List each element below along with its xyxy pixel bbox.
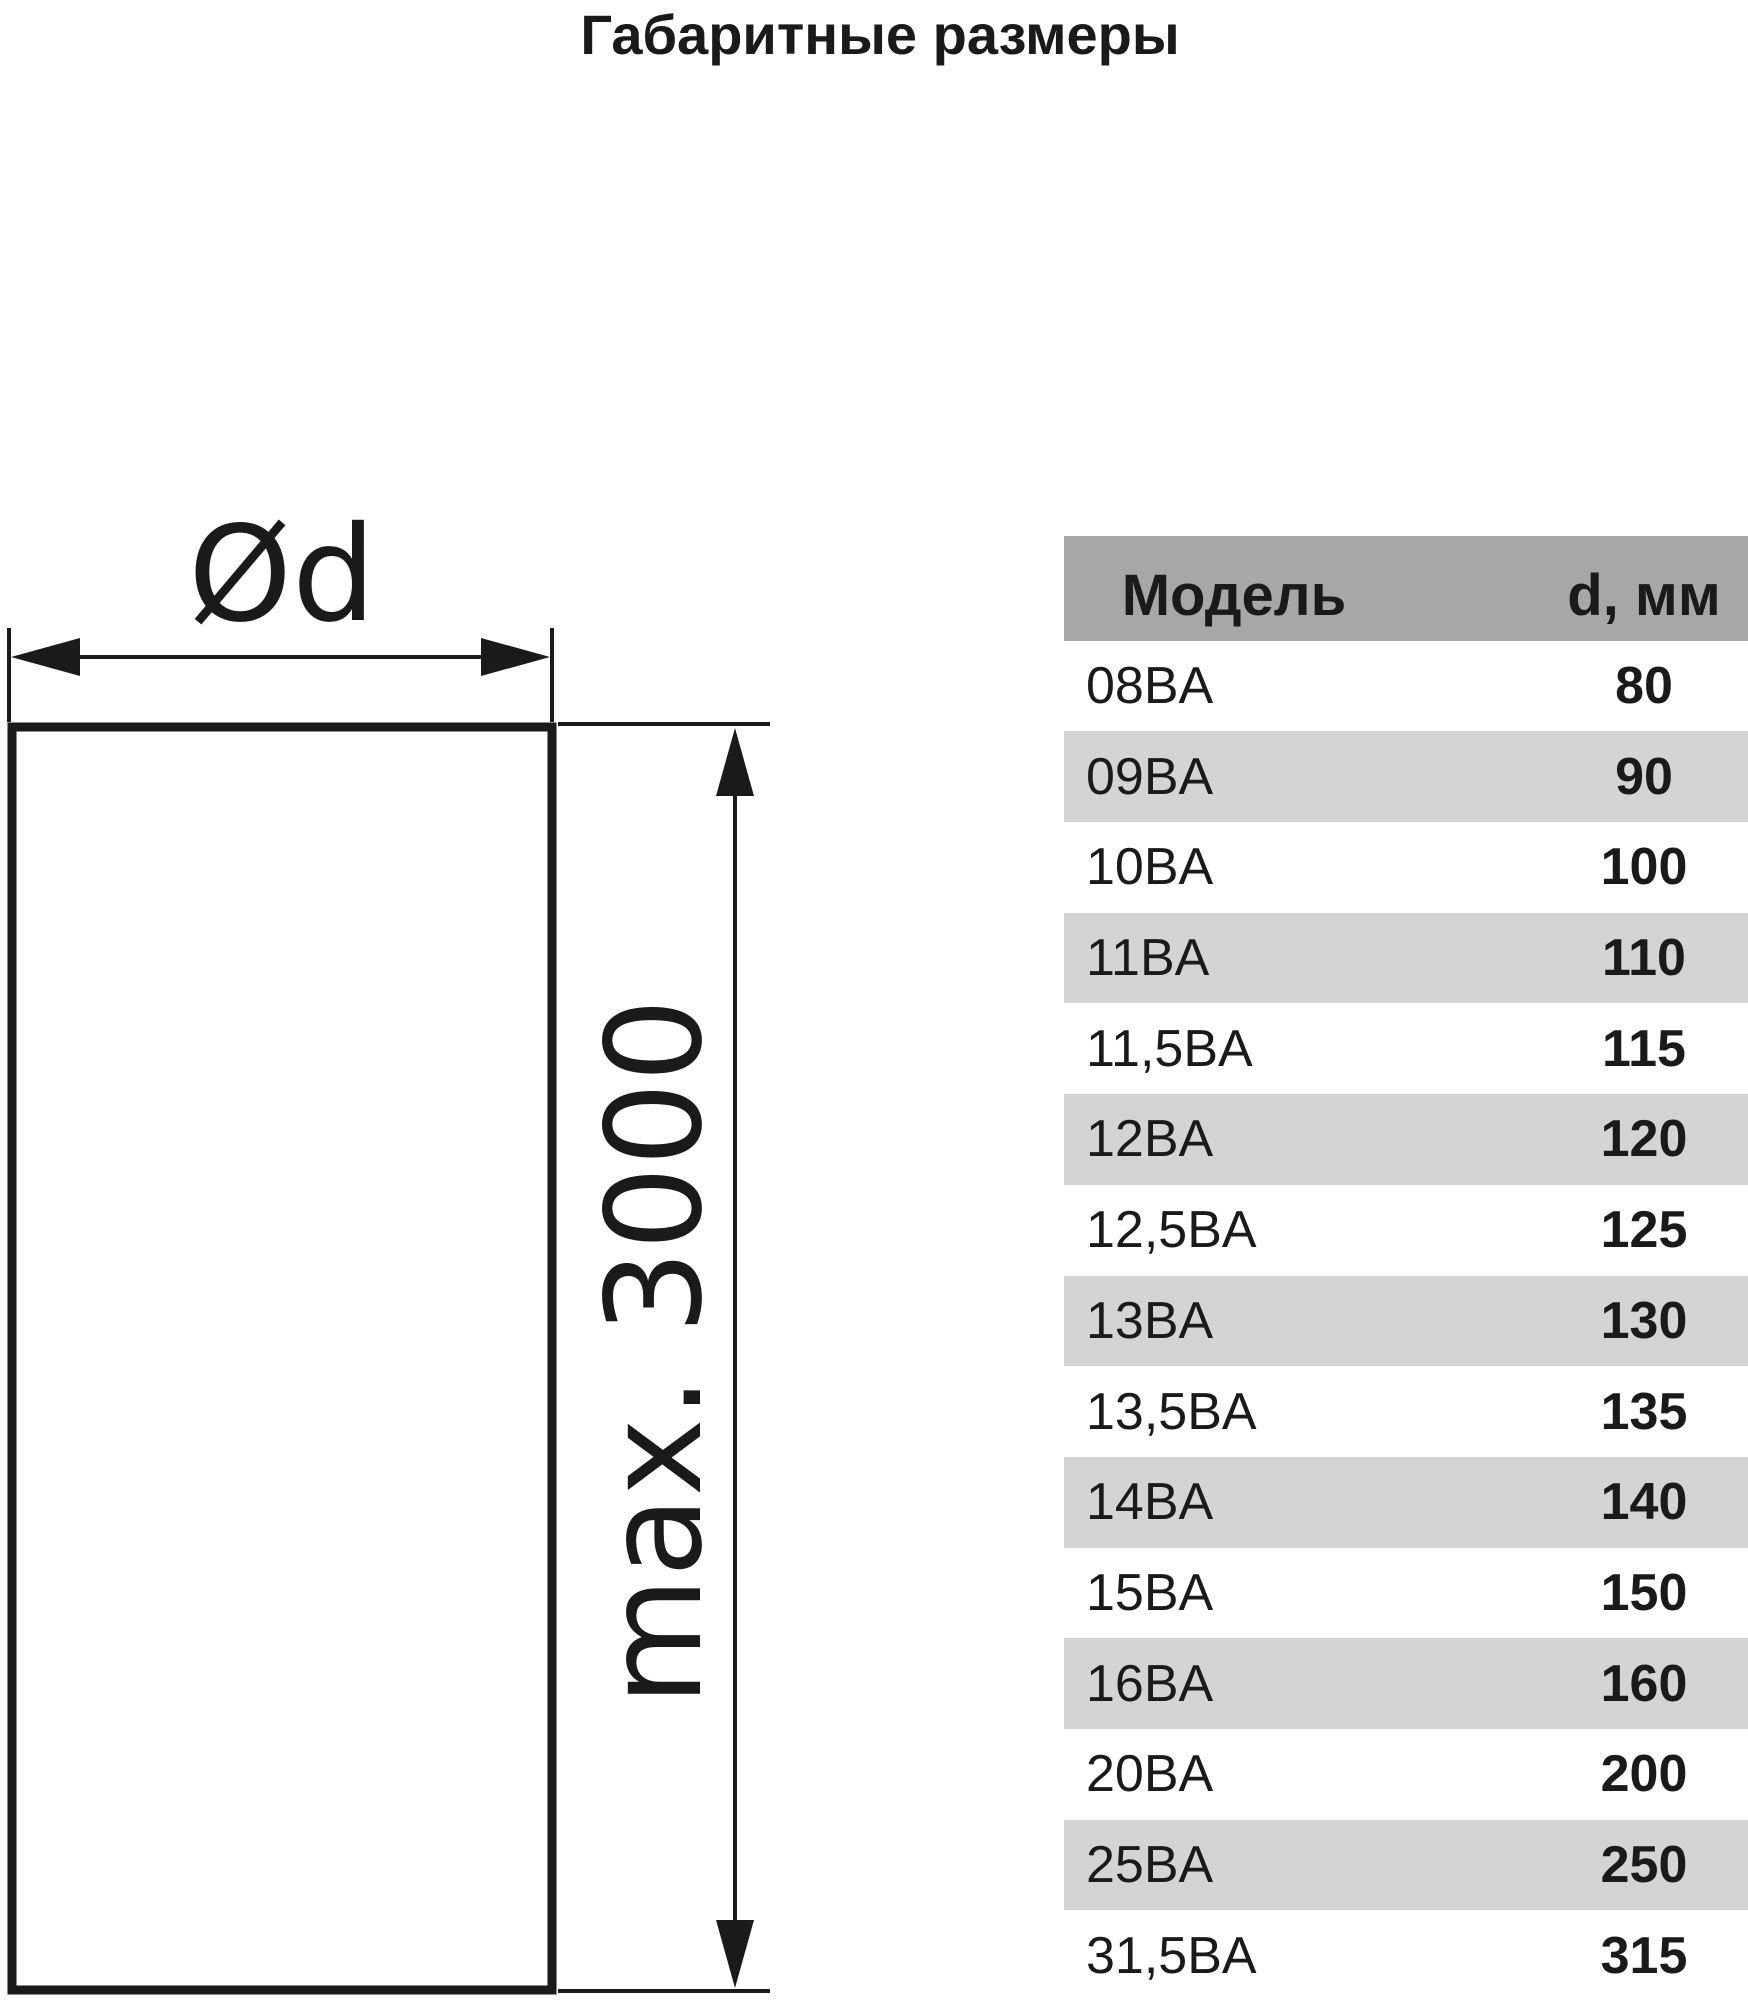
model-cell: 15BA [1064,1548,1454,1639]
table-row [1064,1094,1748,1185]
model-cell: 08BA [1064,641,1454,732]
length-arrow-top-icon [716,728,754,796]
table-body [1064,641,1748,2001]
diameter-arrow-right-icon [481,638,550,676]
table-row [1064,641,1748,732]
length-arrow-bottom-icon [716,1920,754,1988]
diameter-cell: 90 [1454,731,1748,822]
model-cell: 25BA [1064,1820,1454,1911]
header-model: Модель [1064,536,1454,641]
table-header-row [1064,536,1748,641]
table-row [1064,1276,1748,1367]
model-cell: 13BA [1064,1276,1454,1367]
diameter-cell: 80 [1454,641,1748,732]
model-cell: 12,5BA [1064,1185,1454,1276]
diameter-cell: 140 [1454,1457,1748,1548]
diameter-cell: 100 [1454,822,1748,913]
model-cell: 09BA [1064,731,1454,822]
table-row [1064,1729,1748,1820]
diameter-cell: 315 [1454,1910,1748,2001]
part-outline [12,727,552,1990]
diameter-cell: 250 [1454,1820,1748,1911]
diameter-cell: 125 [1454,1185,1748,1276]
header-diameter: d, мм [1454,536,1748,641]
table-row [1064,1185,1748,1276]
diameter-cell: 130 [1454,1276,1748,1367]
diameter-cell: 120 [1454,1094,1748,1185]
model-cell: 11BA [1064,913,1454,1004]
model-cell: 10BA [1064,822,1454,913]
page-title: Габаритные размеры [580,3,1180,66]
table-row [1064,1457,1748,1548]
diameter-arrow-left-icon [11,638,80,676]
table-row [1064,1820,1748,1911]
table-row [1064,1638,1748,1729]
model-cell: 14BA [1064,1457,1454,1548]
diameter-cell: 200 [1454,1729,1748,1820]
table-row [1064,822,1748,913]
table-row [1064,731,1748,822]
table-row [1064,1910,1748,2001]
table-row [1064,913,1748,1004]
diameter-cell: 110 [1454,913,1748,1004]
diameter-cell: 150 [1454,1548,1748,1639]
table-row [1064,1548,1748,1639]
diameter-cell: 135 [1454,1366,1748,1457]
model-cell: 11,5BA [1064,1003,1454,1094]
table-row [1064,1366,1748,1457]
model-cell: 31,5BA [1064,1910,1454,2001]
model-cell: 13,5BA [1064,1366,1454,1457]
diameter-label: Ød [188,498,376,652]
diameter-cell: 115 [1454,1003,1748,1094]
diameter-cell: 160 [1454,1638,1748,1729]
model-diameter-table [1064,536,1748,2001]
table-row [1064,1003,1748,1094]
model-cell: 20BA [1064,1729,1454,1820]
model-cell: 16BA [1064,1638,1454,1729]
length-label: max. 3000 [578,998,732,1706]
model-cell: 12BA [1064,1094,1454,1185]
